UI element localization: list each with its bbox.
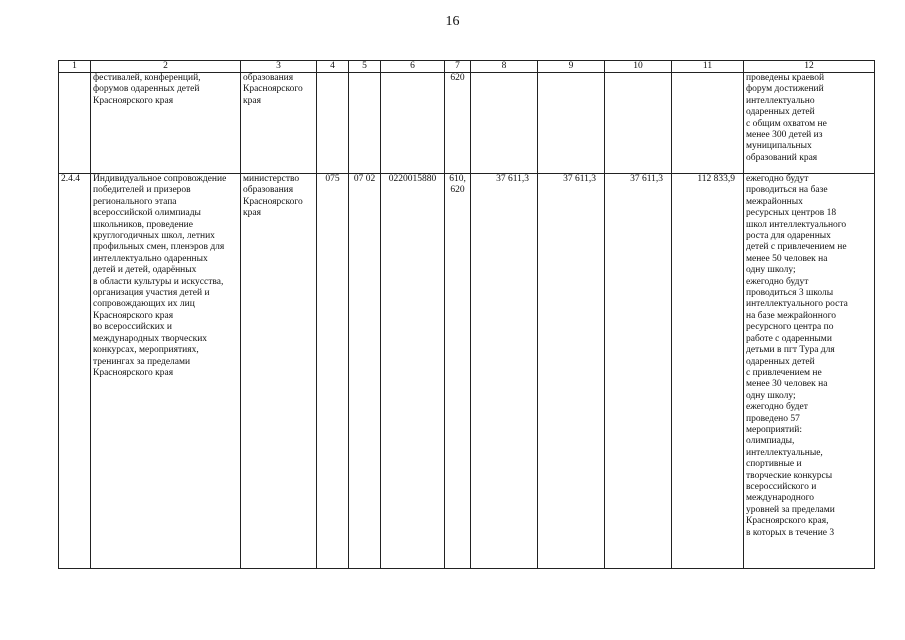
total-cell	[672, 73, 744, 174]
amount-cell: 37 611,3	[605, 174, 672, 569]
result-cell: ежегодно будут проводиться на базе межрайонных ресурсных центров 18 школ интеллектуального роста для одаренных детей с привлечением не менее 50 человек на одну школу; ежегодно будут проводиться 3 школы интеллектуального роста на базе межрайонного ресурсного центра по работе с одаренными детьми в пгт Тура для одаренных детей с привлечением не менее 30 человек на одну школу; ежегодно будет проведено 57 мероприятий: олимпиады, интеллектуальные, спортивные и творческие конкурсы всероссийского и международного уровней за пределами Красноярского края, в которых в течение 3	[744, 174, 875, 569]
target-item-cell: 0220015880	[381, 174, 445, 569]
activity-name-cell: фестивалей, конференций, форумов одаренных детей Красноярского края	[91, 73, 241, 174]
item-number-cell	[59, 73, 91, 174]
executor-cell: образования Красноярского края	[241, 73, 317, 174]
section-cell: 07 02	[349, 174, 381, 569]
amount-cell: 37 611,3	[471, 174, 538, 569]
target-item-cell	[381, 73, 445, 174]
amount-cell: 37 611,3	[538, 174, 605, 569]
page-number: 16	[445, 14, 460, 29]
column-header: 10	[605, 61, 672, 73]
amount-cell	[605, 73, 672, 174]
column-header: 9	[538, 61, 605, 73]
column-header: 5	[349, 61, 381, 73]
executor-cell: министерство образования Красноярского края	[241, 174, 317, 569]
column-header: 8	[471, 61, 538, 73]
expense-type-cell: 620	[445, 73, 471, 174]
program-table	[58, 60, 875, 569]
grbs-cell: 075	[317, 174, 349, 569]
column-header: 7	[445, 61, 471, 73]
column-header: 4	[317, 61, 349, 73]
table-row	[59, 73, 875, 174]
table-row	[59, 174, 875, 569]
grbs-cell	[317, 73, 349, 174]
total-cell: 112 833,9	[672, 174, 744, 569]
section-cell	[349, 73, 381, 174]
amount-cell	[538, 73, 605, 174]
activity-name-cell: Индивидуальное сопровождение победителей и призеров регионального этапа всероссийской олимпиады школьников, проведение круглогодичных школ, летних профильных смен, пленэров для интеллектуально одаренных детей и детей, одарённых в области культуры и искусства, организация участия детей и сопровождающих их лиц Красноярского края во всероссийских и международных творческих конкурсах, мероприятиях, тренингах за пределами Красноярского края	[91, 174, 241, 569]
expense-type-cell: 610, 620	[445, 174, 471, 569]
item-number-cell: 2.4.4	[59, 174, 91, 569]
amount-cell	[471, 73, 538, 174]
column-header: 3	[241, 61, 317, 73]
column-header: 11	[672, 61, 744, 73]
column-header: 12	[744, 61, 875, 73]
column-number-row	[59, 61, 875, 73]
column-header: 2	[91, 61, 241, 73]
column-header: 6	[381, 61, 445, 73]
column-header: 1	[59, 61, 91, 73]
result-cell: проведены краевой форум достижений интеллектуально одаренных детей с общим охватом не менее 300 детей из муниципальных образований края	[744, 73, 875, 174]
